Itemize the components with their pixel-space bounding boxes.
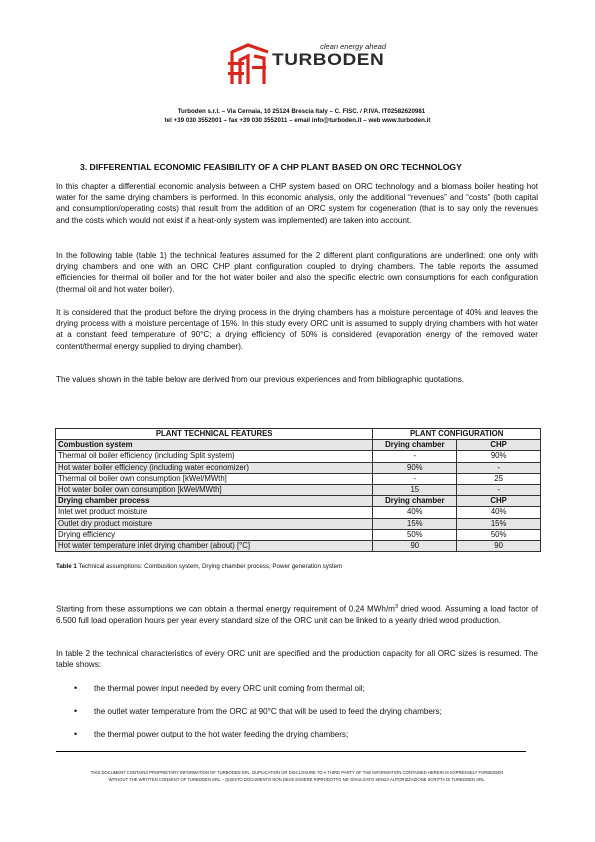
row-value-drying: 50% (373, 529, 457, 540)
section-col-chp: CHP (457, 496, 541, 507)
para5-part2: dried wood. Assuming a load factor of 6.500 full load operation hours per year every standard size of the ORC unit can be linked to a yearly dried wood production. (56, 604, 538, 625)
caption-label: Table 1 (56, 563, 77, 570)
row-value-drying: 90 (373, 540, 457, 551)
brand-name: TURBODEN (272, 50, 385, 69)
table-row (56, 473, 541, 484)
row-value-chp: 40% (457, 507, 541, 518)
row-label: Hot water boiler own consumption [kWel/MWth] (56, 484, 373, 495)
list-item-text: the thermal power input needed by every ORC unit coming from thermal oil; (94, 684, 365, 693)
bullet-icon: • (74, 706, 78, 716)
table-section-row (56, 440, 541, 451)
para5-part1: Starting from these assumptions we can obtain a thermal energy requirement of 0.24 MWh/m (56, 604, 395, 614)
section-title: Combustion system (56, 440, 373, 451)
table-caption (56, 563, 342, 570)
table-section-row (56, 496, 541, 507)
footer-divider (56, 751, 526, 752)
turboden-logo-icon (226, 40, 274, 88)
caption-text: Technical assumptions: Combustion system, Drying chamber process, Power generation system (76, 563, 343, 570)
bullet-icon: • (74, 729, 78, 739)
turboden-logo (226, 40, 386, 90)
company-address (0, 107, 595, 125)
header-features: PLANT TECHNICAL FEATURES (56, 429, 373, 440)
row-value-drying: - (373, 451, 457, 462)
table-row (56, 507, 541, 518)
table-row (56, 540, 541, 551)
technical-features-table (55, 428, 541, 552)
list-item (56, 729, 538, 752)
table-row (56, 462, 541, 473)
section-title: Drying chamber process (56, 496, 373, 507)
table-header-row (56, 429, 541, 440)
row-label: Hot water temperature inlet drying chamber (about) [°C] (56, 540, 373, 551)
section-heading: 3. DIFFERENTIAL ECONOMIC FEASIBILITY OF A CHP PLANT BASED ON ORC TECHNOLOGY (80, 162, 462, 172)
row-label: Hot water boiler efficiency (including water economizer) (56, 462, 373, 473)
table-row (56, 484, 541, 495)
table-row (56, 529, 541, 540)
row-label: Drying efficiency (56, 529, 373, 540)
row-value-chp: 25 (457, 473, 541, 484)
list-item (56, 706, 538, 729)
row-label: Thermal oil boiler own consumption [kWel/MWth] (56, 473, 373, 484)
section-col-drying: Drying chamber (373, 496, 457, 507)
row-value-drying: 40% (373, 507, 457, 518)
header-configuration: PLANT CONFIGURATION (373, 429, 541, 440)
paragraph-moisture: It is considered that the product before the drying process in the drying chambers has a moisture percentage of 40% and leaves the drying process with a moisture percentage of 15%. In this study every ORC unit is assumed to supply drying chambers with hot water at a constant feed temperature of 90°C; a drying efficiency of 50% is considered (evaporation energy of the removed water content/thermal energy supplied to drying chamber). (56, 308, 538, 351)
address-line-2: tel +39 030 3552001 – fax +39 030 3552011 – email info@turboden.it – web www.turboden.it (164, 117, 431, 124)
row-label: Thermal oil boiler efficiency (including Split system) (56, 451, 373, 462)
row-value-chp: 15% (457, 518, 541, 529)
section-col-chp: CHP (457, 440, 541, 451)
row-value-drying: - (373, 473, 457, 484)
paragraph-table-intro: In the following table (table 1) the technical features assumed for the 2 different plant configurations are underlined: one only with drying chambers and one with an ORC CHP plant configuration coupled to drying chambers. The table reports the assumed efficiencies for thermal oil boiler and for the hot water boiler and also the specific electric own consumptions for each configuration (thermal oil and hot water boiler). (56, 251, 538, 294)
paragraph-intro: In this chapter a differential economic analysis between a CHP system based on ORC technology and a biomass boiler heating hot water for the same drying chambers is performed. In this economic analysis, only the additional “revenues” and “costs” (both capital and consumption/operating costs) that result from the addition of an ORC system for cogeneration (that is to say only the revenues and the costs which would not exist if a heat-only system was implemented) are taken into account. (56, 182, 538, 225)
brand-tagline: clean energy ahead (320, 42, 386, 51)
row-label: Inlet wet product moisture (56, 507, 373, 518)
row-value-chp: 50% (457, 529, 541, 540)
row-value-drying: 15% (373, 518, 457, 529)
section-col-drying: Drying chamber (373, 440, 457, 451)
footer-line-2: WITHOUT THE WRITTEN CONSENT OF TURBODEN SRL. - QUESTO DOCUMENTO NON DEVE ESSERE RIPRODOTTO NE' DIVULGATO SENZA AUTORIZZAZIONE SCRITTA DI TURBODEN SRL. (108, 776, 486, 782)
bullet-list (56, 683, 538, 752)
paragraph-sources: The values shown in the table below are derived from our previous experiences and from bibliographic quotations. (56, 375, 465, 384)
list-item-text: the thermal power output to the hot water feeding the drying chambers; (94, 730, 349, 739)
table-row (56, 451, 541, 462)
address-line-1: Turboden s.r.l. – Via Cernaia, 10 25124 Brescia Italy – C. FISC. / P.IVA. IT02582620981 (177, 108, 426, 115)
row-value-chp: - (457, 462, 541, 473)
para5-superscript: 3 (394, 604, 398, 610)
row-value-drying: 15 (373, 484, 457, 495)
row-value-chp: 90 (457, 540, 541, 551)
row-value-chp: - (457, 484, 541, 495)
row-value-chp: 90% (457, 451, 541, 462)
list-item-text: the outlet water temperature from the ORC at 90°C that will be used to feed the drying chambers; (94, 707, 442, 716)
paragraph-table2-intro: In table 2 the technical characteristics of every ORC unit are specified and the production capacity for all ORC sizes is resumed. The table shows: (56, 649, 538, 670)
confidentiality-footer (56, 770, 538, 783)
list-item (56, 683, 538, 706)
footer-line-1: THIS DOCUMENT CONTAINS PROPRIETARY INFORMATION OF TURBODEN SRL. DUPLICATION OR DISCLOSURE TO A THIRD PARTY OF THE INFORMATION CONTAINED HEREIN IS EXPRESSELY FORBIDDEN (90, 770, 504, 775)
bullet-icon: • (74, 683, 78, 693)
paragraph-thermal-requirement (56, 602, 538, 626)
table-row (56, 518, 541, 529)
row-value-drying: 90% (373, 462, 457, 473)
row-label: Outlet dry product moisture (56, 518, 373, 529)
